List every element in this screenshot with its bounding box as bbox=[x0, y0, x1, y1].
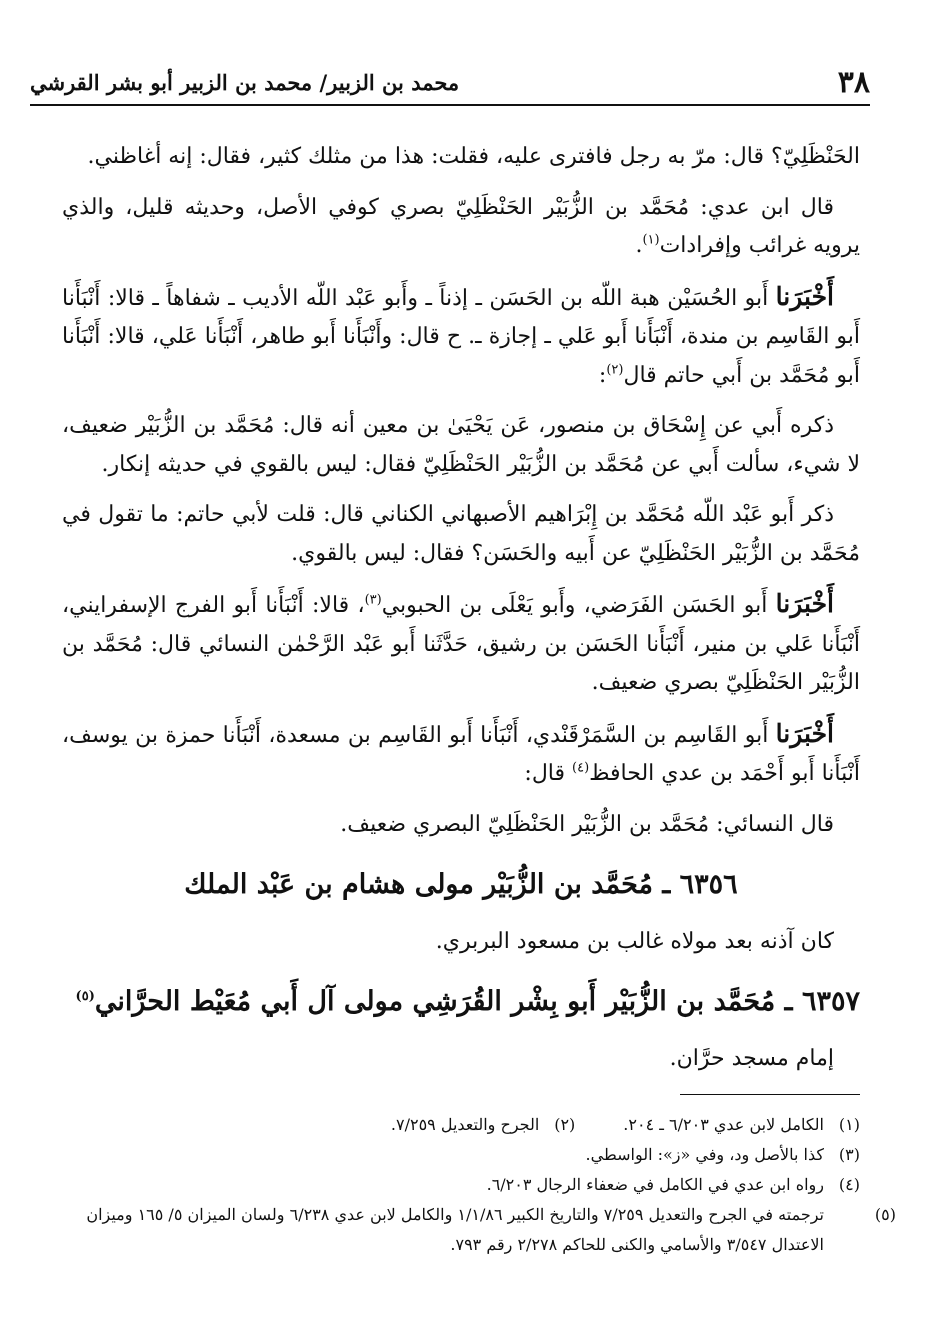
footnote-row-1-2 bbox=[62, 1110, 860, 1140]
paragraph-8-text: قال النسائي: مُحَمَّد بن الزُّبَيْر الحَنْظَلِيّ البصري ضعيف. bbox=[340, 811, 834, 837]
footnote-ref-4: (٤) bbox=[572, 760, 590, 776]
paragraph-4-text: ذكره أَبي عن إِسْحَاق بن منصور، عَن يَحْيَىٰ بن معين أنه قال: مُحَمَّد بن الزُّبَيْر ضعيف، لا شيء، سألت أَبي عن مُحَمَّد بن الزُّبَيْر الحَنْظَلِيّ فقال: ليس بالقوي في حديثه إنكار. bbox=[62, 413, 860, 477]
footnote-5-number: (٥) bbox=[874, 1205, 896, 1224]
footnote-3-text: كذا بالأصل ود، وفي «ز»: الواسطي. bbox=[585, 1145, 824, 1164]
main-text bbox=[62, 138, 860, 1090]
footnote-5 bbox=[62, 1200, 896, 1260]
footnote-1-number: (١) bbox=[838, 1115, 860, 1134]
paragraph-4 bbox=[62, 407, 860, 484]
paragraph-9-text: كان آذنه بعد مولاه غالب بن مسعود البربري. bbox=[435, 928, 834, 954]
footnote-divider bbox=[680, 1094, 860, 1095]
paragraph-7-text-a: أَبو القَاسِم بن السَّمَرْقَنْدي، أَنْبَأَنا أَبو القَاسِم بن مسعدة، أَنْبَأَنا حمزة بن يوسف، أَنْبَأَنا أَبو أَحْمَد بن عدي الحافظ bbox=[62, 722, 860, 786]
akhbarana-label: أَخْبَرَنا bbox=[775, 589, 834, 618]
paragraph-6-text-b: ، قالا: أَنْبَأَنا أَبو الفرج الإسفرايني، أَنْبَأَنا عَلي بن منير، أَنْبَأَنا الحَسَن بن رشيق، حَدَّثَنا أَبو عَبْد الرَّحْمٰن النسائي قال: مُحَمَّد بن الزُّبَيْر الحَنْظَلِيّ بصري ضعيف. bbox=[62, 593, 860, 695]
paragraph-3-text: أَبو الحُسَيْن هبة اللّه بن الحَسَن ـ إذناً ـ وأَبو عَبْد اللّه الأديب ـ شفاهاً ـ قالا: أَنْبَأَنا أَبو القَاسِم بن مندة، أَنْبَأَنا أَبو عَلي ـ إجازة ـ. ح قال: وأَنْبَأَنا أَبو طاهر، أَنْبَأَنا عَلي، قالا: أَنْبَأَنا أَبو مُحَمَّد بن أَبي حاتم قال bbox=[62, 285, 860, 388]
footnote-2-number: (٢) bbox=[554, 1115, 576, 1134]
footnotes bbox=[62, 1110, 896, 1260]
paragraph-3 bbox=[62, 278, 860, 396]
paragraph-7-text-b: قال: bbox=[524, 761, 573, 786]
paragraph-1 bbox=[62, 138, 860, 177]
paragraph-5-text: ذكر أَبو عَبْد اللّه مُحَمَّد بن إِبْرَاهيم الأصبهاني الكناني قال: قلت لأبي حاتم: ما تقول في مُحَمَّد بن الزُّبَيْر الحَنْظَلِيّ عن أَبيه والحَسَن؟ فقال: ليس بالقوي. bbox=[62, 502, 860, 566]
paragraph-10-text: إمام مسجد حرَّان. bbox=[669, 1045, 834, 1071]
paragraph-10 bbox=[62, 1040, 860, 1079]
running-head: محمد بن الزبير/ محمد بن الزبير أبو بشر القرشي bbox=[30, 69, 460, 95]
entry-heading-6356-text: ٦٣٥٦ ـ مُحَمَّد بن الزُّبَيْر مولى هشام بن عَبْد الملك bbox=[184, 869, 738, 900]
footnote-1 bbox=[623, 1110, 860, 1140]
footnote-4 bbox=[62, 1170, 860, 1200]
entry-heading-6356 bbox=[62, 866, 860, 905]
entry-heading-6357-text: ٦٣٥٧ ـ مُحَمَّد بن الزُّبَيْر أَبو بِشْر القُرَشِي مولى آل أَبي مُعَيْط الحرَّاني bbox=[94, 986, 860, 1017]
page-header bbox=[30, 60, 870, 106]
footnote-2-text: الجرح والتعديل ٧/٢٥٩. bbox=[390, 1115, 540, 1134]
paragraph-6 bbox=[62, 585, 860, 703]
footnote-4-text: رواه ابن عدي في الكامل في ضعفاء الرجال ٦/٢٠٣. bbox=[486, 1175, 824, 1194]
entry-heading-6357 bbox=[62, 983, 860, 1022]
paragraph-6-text-a: أَبو الحَسَن الفَرَضي، وأَبو يَعْلَى بن الحبوبي bbox=[381, 593, 776, 618]
paragraph-7 bbox=[62, 715, 860, 794]
footnote-ref-3: (٣) bbox=[364, 592, 382, 608]
footnote-ref-5: (٥) bbox=[75, 989, 95, 1004]
footnote-3-number: (٣) bbox=[838, 1145, 860, 1164]
paragraph-1-text: الحَنْظَلِيّ؟ قال: مرّ به رجل فافترى عليه، فقلت: هذا من مثلك كثير، فقال: إنه أغاظني. bbox=[87, 144, 860, 169]
footnote-ref-1: (١) bbox=[642, 232, 660, 248]
paragraph-5 bbox=[62, 496, 860, 573]
footnote-5-text: ترجمته في الجرح والتعديل ٧/٢٥٩ والتاريخ الكبير ١/١/٨٦ والكامل لابن عدي ٦/٢٣٨ ولسان الميزان ٥/ ١٦٥ وميزان الاعتدال ٣/٥٤٧ والأسامي والكنى للحاكم ٢/٢٧٨ رقم ٧٩٣. bbox=[86, 1205, 824, 1254]
akhbarana-label: أَخْبَرَنا bbox=[775, 718, 834, 748]
paragraph-2 bbox=[62, 189, 860, 266]
footnote-4-number: (٤) bbox=[838, 1175, 860, 1194]
footnote-1-text: الكامل لابن عدي ٦/٢٠٣ ـ ٢٠٤. bbox=[623, 1115, 824, 1134]
akhbarana-label: أَخْبَرَنا bbox=[775, 281, 834, 311]
footnote-ref-2: (٢) bbox=[606, 362, 624, 378]
paragraph-9 bbox=[62, 923, 860, 962]
footnote-2 bbox=[391, 1110, 575, 1140]
footnote-3 bbox=[62, 1140, 860, 1170]
page-number: ٣٨ bbox=[837, 64, 870, 100]
paragraph-8 bbox=[62, 806, 860, 845]
paragraph-2-end: . bbox=[635, 233, 643, 258]
paragraph-2-text: قال ابن عدي: مُحَمَّد بن الزُّبَيْر الحَنْظَلِيّ بصري كوفي الأصل، وحديثه قليل، والذي يرويه غرائب وإفرادات bbox=[62, 194, 860, 258]
paragraph-3-end: : bbox=[598, 362, 607, 388]
